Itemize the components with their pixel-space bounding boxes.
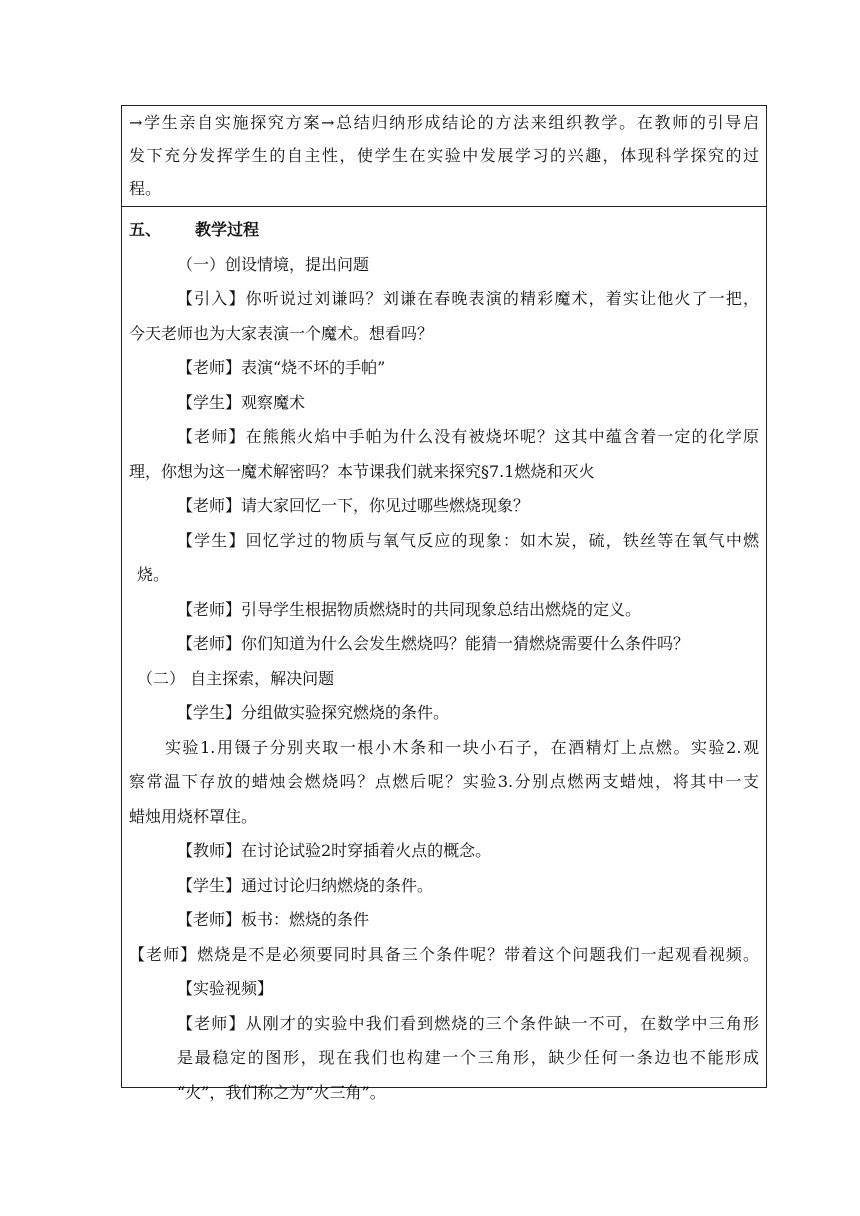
paragraph-teacher-ignition: 【教师】在讨论试验2时穿插着火点的概念。 [177, 841, 492, 860]
paragraph-teacher-question-cont: 理，你想为这一魔术解密吗？本节课我们就来探究§7.1燃烧和灭火 [129, 461, 595, 481]
paragraph-student-summary: 【学生】通过讨论归纳燃烧的条件。 [177, 875, 434, 895]
lesson-plan-table [121, 105, 767, 1102]
section-heading [129, 213, 759, 248]
paragraph-teacher-recall: 【老师】请大家回忆一下，你见过哪些燃烧现象？ [177, 496, 530, 515]
teaching-process-cell [122, 207, 766, 1102]
paragraph-teacher-magic: 【老师】表演“烧不坏的手帕” [177, 358, 386, 377]
paragraph-teacher-triangle: 【老师】从刚才的实验中我们看到燃烧的三个条件缺一不可，在数学中三角形 [177, 1013, 759, 1033]
paragraph-student-observe: 【学生】观察魔术 [177, 392, 306, 412]
paragraph-experiments-cont: 蜡烛用烧杯罩住。 [129, 806, 258, 826]
paragraph-teacher-conditions: 【老师】你们知道为什么会发生燃烧吗？能猜一猜燃烧需要什么条件吗？ [177, 634, 690, 653]
paragraph-teacher-definition: 【老师】引导学生根据物质燃烧时的共同现象总结出燃烧的定义。 [177, 599, 642, 619]
paragraph-intro: 【引入】你听说过刘谦吗？刘谦在春晚表演的精彩魔术，着实让他火了一把， [177, 289, 759, 308]
paragraph-teacher-video: 【老师】燃烧是不是必须要同时具备三个条件呢？带着这个问题我们一起观看视频。 [129, 944, 759, 964]
paragraph-experiments-cont: 察常温下存放的蜡烛会燃烧吗？点燃后呢？实验3.分别点燃两支蜡烛，将其中一支 [129, 772, 759, 791]
paragraph-student-recall: 【学生】回忆学过的物质与氧气反应的现象：如木炭，硫，铁丝等在氧气中燃 [177, 530, 759, 550]
paragraph-teacher-triangle-cont: 是最稳定的图形，现在我们也构建一个三角形，缺少任何一条边也不能形成 [177, 1048, 759, 1067]
subheading-2: （二） 自主探索，解决问题 [137, 668, 335, 688]
paragraph-video: 【实验视频】 [177, 979, 274, 998]
paragraph-teacher-board: 【老师】板书：燃烧的条件 [177, 910, 370, 929]
section-title: 教学过程 [195, 220, 260, 239]
text-line: 程。 [129, 179, 162, 198]
paragraph-teacher-question: 【老师】在熊熊火焰中手帕为什么没有被烧坏呢？这其中蕴含着一定的化学原 [177, 427, 759, 446]
paragraph-teacher-triangle-cont: “火”，我们称之为“火三角”。 [177, 1082, 386, 1102]
text-line: 发下充分发挥学生的自主性，使学生在实验中发展学习的兴趣，体现科学探究的过 [129, 146, 759, 165]
paragraph-student-recall-cont: 烧。 [137, 565, 170, 584]
subheading-1: （一）创设情境，提出问题 [177, 254, 370, 274]
section-number: 五、 [129, 220, 162, 239]
paragraph-experiments: 实验1.用镊子分别夹取一根小木条和一块小石子，在酒精灯上点燃。实验2.观 [165, 737, 759, 757]
paragraph-student-experiment: 【学生】分组做实验探究燃烧的条件。 [177, 703, 450, 722]
teaching-method-cell [122, 106, 766, 207]
text-line: →学生亲自实施探究方案→总结归纳形成结论的方法来组织教学。在教师的引导启 [129, 113, 759, 132]
paragraph-intro-cont: 今天老师也为大家表演一个魔术。想看吗？ [129, 323, 434, 343]
